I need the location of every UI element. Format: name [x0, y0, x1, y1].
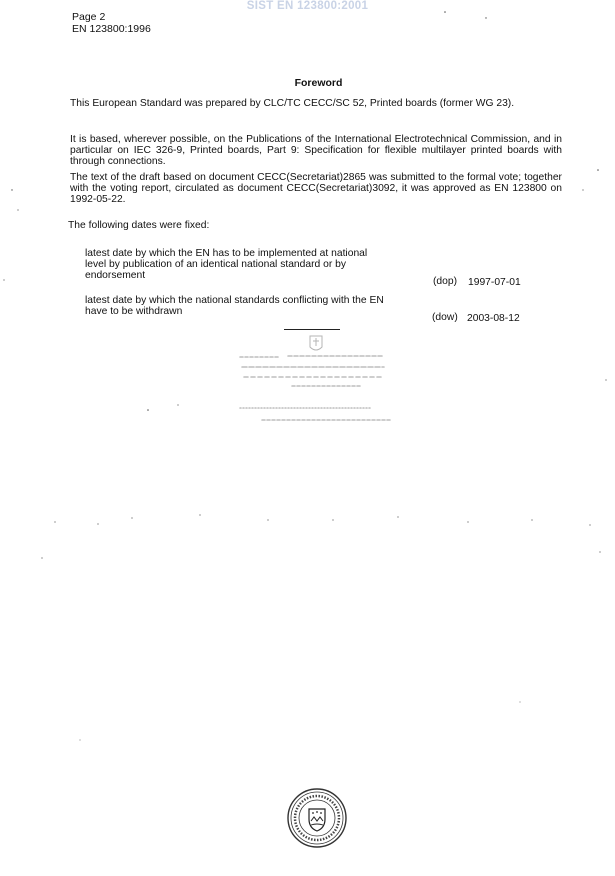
date-value-dow: 2003-08-12 — [467, 313, 520, 324]
document-id: EN 123800:1996 — [72, 23, 151, 35]
official-stamp-icon — [232, 333, 394, 428]
end-rule — [284, 329, 340, 330]
foreword-paragraph-2: It is based, wherever possible, on the Publications of the International Electrotechnical Commission, and in particular on IEC 326-9, Printed boards, Part 9: Specification for flexible multilayer printed boards with through connections. — [70, 134, 562, 167]
date-value-dop: 1997-07-01 — [468, 277, 521, 288]
foreword-title: Foreword — [294, 77, 343, 89]
foreword-paragraph-1: This European Standard was prepared by CLC/TC CECC/SC 52, Printed boards (former WG 23). — [70, 98, 515, 109]
date-code-dop: (dop) — [433, 276, 458, 287]
date-description-dop: latest date by which the EN has to be implemented at national level by publication of an identical national standard or by endorsement — [85, 248, 368, 281]
date-description-dow: latest date by which the national standards conflicting with the EN have to be withdrawn — [85, 295, 384, 317]
foreword-paragraph-3: The text of the draft based on document CECC(Secretariat)2865 was submitted to the formal vote; together with the voting report, circulated as document CECC(Secretariat)3092, it was approved as EN 123800 on 1992-05-22. — [70, 172, 562, 205]
dates-intro: The following dates were fixed: — [68, 220, 210, 231]
watermark-text: SIST EN 123800:2001 — [246, 0, 369, 12]
page-number: Page 2 — [72, 11, 106, 23]
date-code-dow: (dow) — [432, 312, 458, 323]
round-seal-icon — [286, 787, 348, 849]
